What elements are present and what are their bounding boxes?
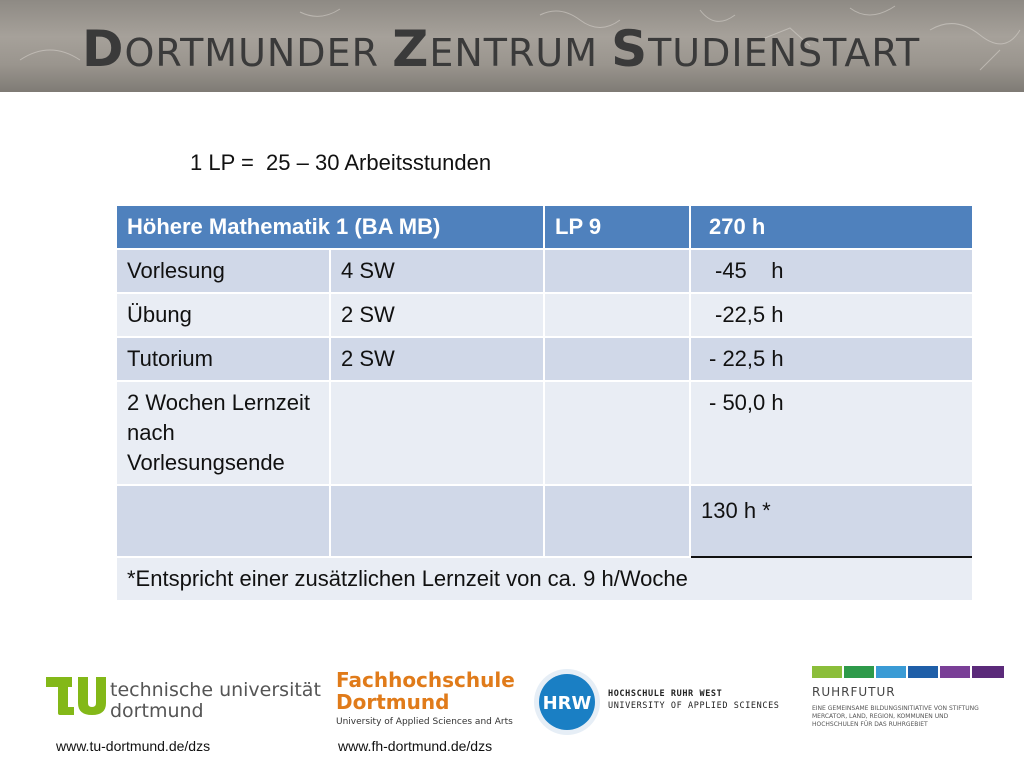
cell-empty bbox=[117, 485, 330, 557]
title-word-1: ORTMUNDER bbox=[124, 31, 393, 75]
title-initial-z: Z bbox=[392, 20, 430, 78]
table-row bbox=[117, 337, 972, 381]
cell-empty bbox=[544, 337, 690, 381]
title-word-3: TUDIENSTART bbox=[648, 31, 921, 75]
title-initial-s: S bbox=[611, 20, 649, 78]
footnote-cell: *Entspricht einer zusätzlichen Lernzeit von ca. 9 h/Woche bbox=[117, 557, 972, 601]
tu-logo-text bbox=[110, 680, 321, 722]
hrw-logo-text bbox=[608, 688, 780, 712]
tu-link[interactable]: www.tu-dortmund.de/dzs bbox=[56, 738, 211, 754]
cell-activity: Tutorium bbox=[117, 337, 330, 381]
table-row-sum bbox=[117, 485, 972, 557]
ruhrfutur-color-bar bbox=[812, 666, 1004, 678]
fh-link[interactable]: www.fh-dortmund.de/dzs bbox=[338, 738, 493, 754]
cell-empty bbox=[544, 381, 690, 485]
cell-sw: 2 SW bbox=[330, 293, 544, 337]
cell-empty bbox=[330, 485, 544, 557]
header-cell-hours: 270 h bbox=[690, 206, 972, 249]
header-cell-module: Höhere Mathematik 1 (BA MB) bbox=[117, 206, 544, 249]
lp-formula: 1 LP = 25 – 30 Arbeitsstunden bbox=[190, 150, 492, 175]
tu-line1: technische universität bbox=[110, 679, 321, 701]
header-banner bbox=[0, 0, 1024, 92]
ruhrfutur-subtitle: EINE GEMEINSAME BILDUNGSINITIATIVE VON STIFTUNG MERCATOR, LAND, REGION, KOMMUNEN UND HOCHSCHULEN FÜR DAS RUHRGEBIET bbox=[812, 705, 979, 728]
tu-logo-icon bbox=[46, 677, 106, 717]
title-initial-d: D bbox=[82, 20, 125, 78]
cell-hours: - 50,0 h bbox=[690, 381, 972, 485]
cell-total-hours: 130 h * bbox=[690, 485, 972, 557]
fh-logo-text bbox=[336, 669, 515, 713]
cell-hours: -45 h bbox=[690, 249, 972, 293]
fh-line1: Fachhochschule bbox=[336, 668, 515, 692]
cell-activity: Vorlesung bbox=[117, 249, 330, 293]
ruhrfutur-title: RUHRFUTUR bbox=[812, 685, 896, 699]
workload-table bbox=[117, 206, 972, 602]
cell-activity: Übung bbox=[117, 293, 330, 337]
header-cell-lp: LP 9 bbox=[544, 206, 690, 249]
tu-line2: dortmund bbox=[110, 700, 204, 722]
cell-hours: - 22,5 h bbox=[690, 337, 972, 381]
cell-hours: -22,5 h bbox=[690, 293, 972, 337]
fh-subtitle: University of Applied Sciences and Arts bbox=[336, 717, 513, 727]
table-row bbox=[117, 249, 972, 293]
hrw-badge-text: HRW bbox=[542, 693, 592, 714]
hrw-line1: HOCHSCHULE RUHR WEST bbox=[608, 689, 723, 699]
title-word-2: ENTRUM bbox=[429, 31, 612, 75]
cell-sw: 4 SW bbox=[330, 249, 544, 293]
fh-line2: Dortmund bbox=[336, 690, 450, 714]
banner-title bbox=[82, 20, 920, 78]
cell-activity: 2 Wochen Lernzeit nach Vorlesungsende bbox=[117, 381, 330, 485]
table-row bbox=[117, 381, 972, 485]
cell-empty bbox=[544, 293, 690, 337]
table-header-row bbox=[117, 206, 972, 249]
cell-sw bbox=[330, 381, 544, 485]
cell-empty bbox=[544, 485, 690, 557]
cell-sw: 2 SW bbox=[330, 337, 544, 381]
hrw-line2: UNIVERSITY OF APPLIED SCIENCES bbox=[608, 701, 780, 711]
table-row bbox=[117, 293, 972, 337]
hrw-logo-icon bbox=[532, 667, 602, 737]
table-footnote-row bbox=[117, 557, 972, 601]
cell-empty bbox=[544, 249, 690, 293]
